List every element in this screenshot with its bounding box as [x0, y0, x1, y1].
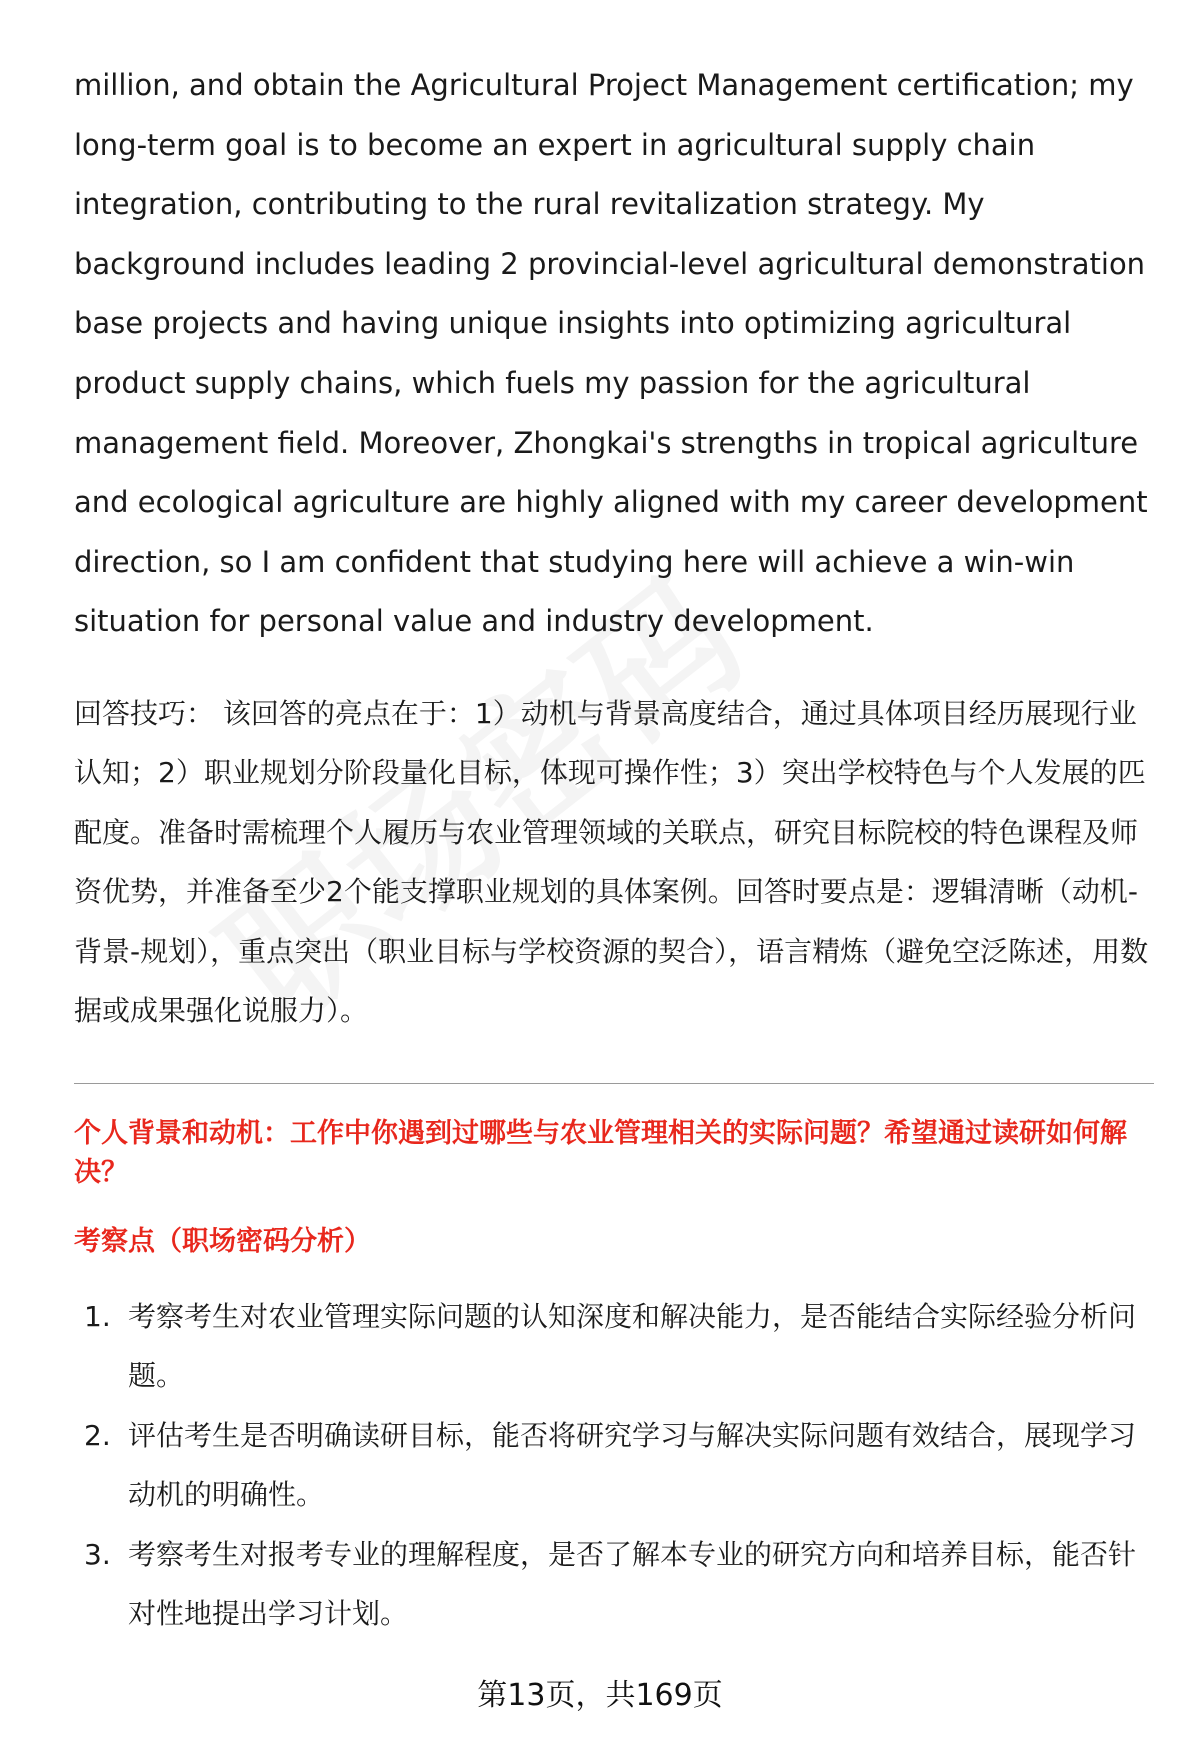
- list-item: [74, 1406, 1154, 1525]
- answer-tip-paragraph: 回答技巧： 该回答的亮点在于：1）动机与背景高度结合，通过具体项目经历展现行业认知；2）职业规划分阶段量化目标，体现可操作性；3）突出学校特色与个人发展的匹配度。准备时需梳理个人履历与农业管理领域的关联点，研究目标院校的特色课程及师资优势，并准备至少2个能支撑职业规划的具体案例。回答时要点是：逻辑清晰（动机-背景-规划），重点突出（职业目标与学校资源的契合），语言精炼（避免空泛陈述，用数据或成果强化说服力）。: [74, 696, 1149, 1028]
- list-item-number: 2.: [84, 1418, 111, 1452]
- question-heading: 个人背景和动机：工作中你遇到过哪些与农业管理相关的实际问题？希望通过读研如何解决？: [74, 1117, 1127, 1188]
- section-divider: [74, 1083, 1154, 1084]
- focus-points-list: [74, 1287, 1154, 1644]
- list-item: [74, 1525, 1154, 1644]
- list-item-text: 考察考生对农业管理实际问题的认知深度和解决能力，是否能结合实际经验分析问题。: [128, 1299, 1137, 1393]
- focus-heading: 考察点（职场密码分析）: [74, 1225, 371, 1257]
- list-item: [74, 1287, 1154, 1406]
- document-page: [74, 56, 1154, 1644]
- english-answer-paragraph: million, and obtain the Agricultural Project Management certification; my long-term goal is to become an expert in agricultural supply chain integration, contributing to the rural revitalization strategy. My background includes leading 2 provincial-level agricultural demonstration base projects and having unique insights into optimizing agricultural product supply chains, which fuels my passion for the agricultural management field. Moreover, Zhongkai's strengths in tropical agriculture and ecological agriculture are highly aligned with my career development direction, so I am confident that studying here will achieve a win-win situation for personal value and industry development.: [74, 68, 1148, 639]
- list-item-text: 评估考生是否明确读研目标，能否将研究学习与解决实际问题有效结合，展现学习动机的明确性。: [128, 1418, 1137, 1512]
- list-item-number: 3.: [84, 1537, 111, 1571]
- list-item-number: 1.: [84, 1299, 111, 1333]
- list-item-text: 考察考生对报考专业的理解程度，是否了解本专业的研究方向和培养目标，能否针对性地提出学习计划。: [128, 1537, 1137, 1631]
- page-footer: 第13页，共169页: [477, 1678, 723, 1713]
